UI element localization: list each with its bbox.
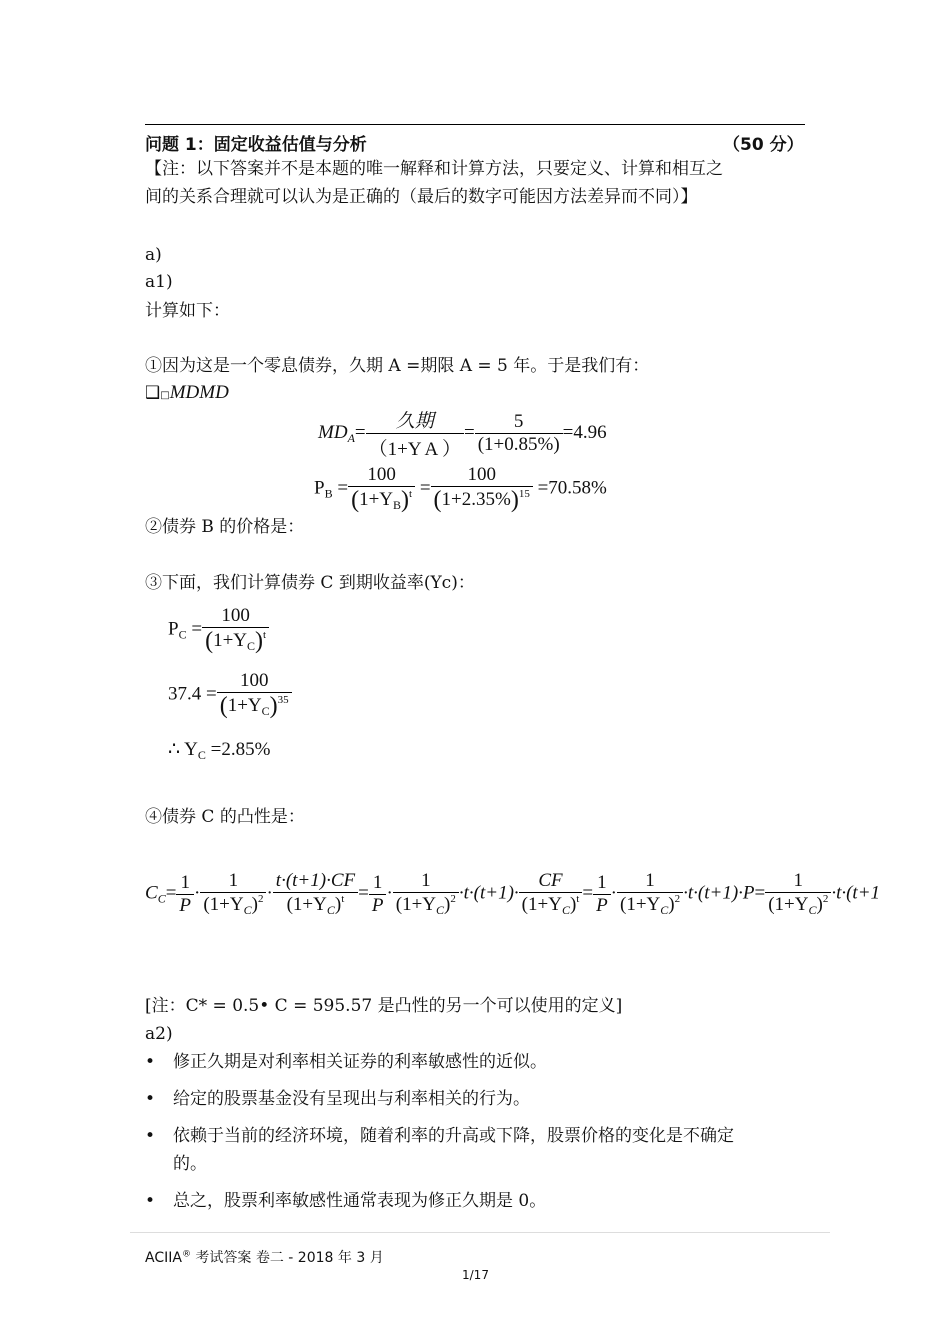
footer-rule	[130, 1232, 830, 1233]
checkbox-glyph-icon: ❑	[145, 383, 161, 403]
equation-pc: $P_C$ = $\frac{100}{(1+Y_C)^t}$	[168, 605, 269, 655]
calc-intro: 计算如下：	[145, 301, 230, 321]
step4-text: ④债券 C 的凸性是：	[145, 807, 305, 827]
checkbox-small-icon: □	[160, 390, 170, 401]
footer-text: ACIIA® 考试答案 卷二 - 2018 年 3 月	[145, 1249, 384, 1266]
equation-37-4: 37.4 = $\frac{100}{(1+Y_C)^{35}}$	[168, 670, 292, 720]
note-intro-line2: 间的关系合理就可以认为是正确的（最后的数字可能因方法差异而不同）】	[145, 187, 698, 207]
page-number: 1/17	[462, 1268, 489, 1282]
equation-md-a: $MD_A=$ $\frac{\text{久期}}{\text{（1+Y A ）}}$ = $\frac{5}{(1+0.85\%)}$ =4.96	[318, 406, 607, 461]
question-score: （50 分）	[723, 135, 804, 155]
list-item: • 总之，股票利率敏感性通常表现为修正久期是 0。	[145, 1187, 810, 1215]
note-convexity: [注：C* = 0.5• C = 595.57 是凸性的另一个可以使用的定义]	[145, 996, 623, 1016]
list-item: • 给定的股票基金没有呈现出与利率相关的行为。	[145, 1085, 810, 1113]
equation-convexity: $C_C=$ $\frac{1}{P}$ · $\frac{1}{(1+Y_C)^2}$ · $\frac{t\cdot(t+1)\cdot CF}{(1+Y_C)^t}$ = $\frac{1}{P}$ · $\frac{1}{(1+Y_C)^2}$ ·t·(t+1)· $\frac{CF}{(1+Y_C)^t}$ = $\frac{1}{P}$ · $\frac{1}{(1+Y_C)^2}$ ·t·(t+1)·P= $\frac{1}{(1+Y_C)^2}$ ·t·(t+1	[145, 870, 881, 917]
a2-bullet-list	[145, 1048, 810, 1224]
step3-text: ③下面，我们计算债券 C 到期收益率(Yc)：	[145, 573, 475, 593]
step1-text: ①因为这是一个零息债券，久期 A =期限 A = 5 年。于是我们有：	[145, 356, 650, 376]
list-item: • 修正久期是对利率相关证券的利率敏感性的近似。	[145, 1048, 810, 1076]
broken-field: ❑□MDMD	[145, 382, 229, 403]
list-item: • 依赖于当前的经济环境，随着利率的升高或下降，股票价格的变化是不确定 的。	[145, 1122, 810, 1178]
part-a-label: a)	[145, 245, 162, 265]
equation-yc-result: ∴ $Y_C =2.85\%$	[168, 739, 271, 762]
note-intro-line1: 【注：以下答案并不是本题的唯一解释和计算方法，只要定义、计算和相互之	[145, 159, 723, 179]
step2-text: ②债券 B 的价格是：	[145, 517, 305, 537]
question-title: 问题 1：固定收益估值与分析	[145, 135, 367, 155]
header-rule	[145, 124, 805, 125]
part-a2-label: a2)	[145, 1024, 173, 1044]
part-a1-label: a1)	[145, 272, 173, 292]
equation-pb: $P_B$ = $\frac{100}{(1+Y_B)^t}$ = $\frac{100}{(1+2.35\%)^{15}}$ =70.58%	[314, 464, 607, 513]
